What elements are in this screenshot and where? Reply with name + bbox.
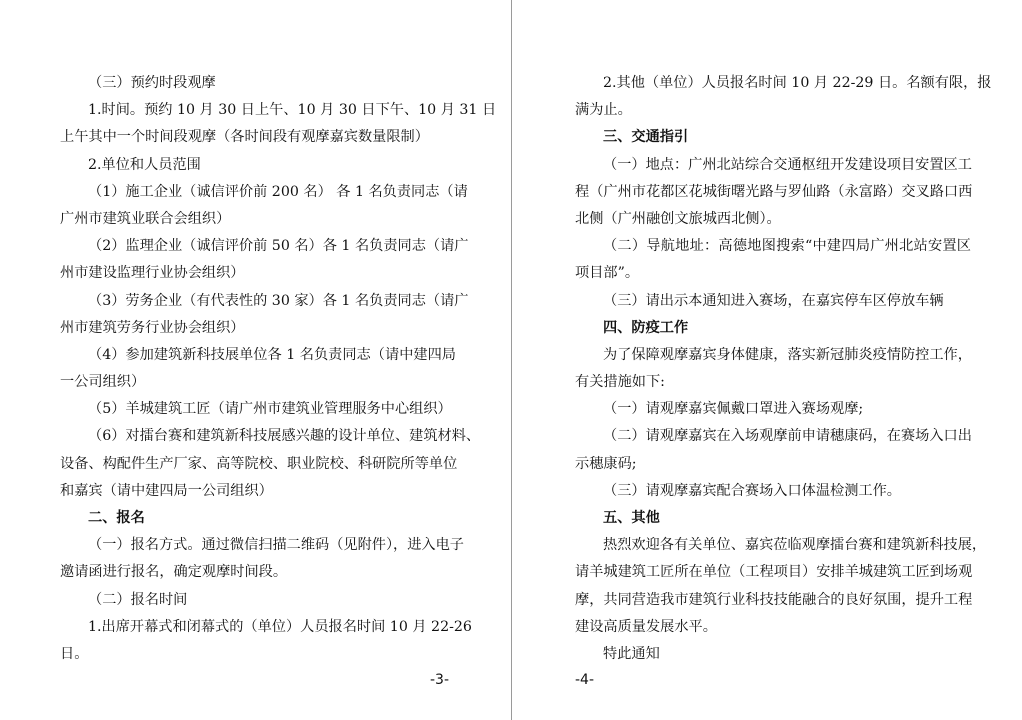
text-line: 满为止。: [575, 102, 632, 119]
page-number: -3-: [430, 672, 450, 688]
text-line: （3）劳务企业（有代表性的 30 家）各 1 名负责同志（请广: [88, 292, 469, 309]
text-line: 州市建设监理行业协会组织）: [60, 265, 245, 282]
text-line: 有关措施如下:: [575, 374, 665, 391]
page-divider: [511, 0, 512, 720]
text-line: 邀请函进行报名，确定观摩时间段。: [60, 564, 288, 581]
text-line: （2）监理企业（诚信评价前 50 名）各 1 名负责同志（请广: [88, 238, 469, 255]
text-line: （二）导航地址：高德地图搜索“中建四局广州北站安置区: [603, 238, 971, 255]
text-line: （一）报名方式。通过微信扫描二维码（见附件），进入电子: [88, 537, 464, 554]
text-line: 请羊城建筑工匠所在单位（工程项目）安排羊城建筑工匠到场观: [575, 564, 973, 581]
section-heading: 三、交通指引: [603, 129, 689, 146]
text-line: 州市建筑劳务行业协会组织）: [60, 319, 245, 336]
text-line: 2.其他（单位）人员报名时间 10 月 22-29 日。名额有限，报: [603, 75, 992, 91]
text-line: 1.出席开幕式和闭幕式的（单位）人员报名时间 10 月 22-26: [88, 618, 472, 635]
text-line: 和嘉宾（请中建四局一公司组织）: [60, 482, 273, 499]
page-4-body: [575, 70, 992, 668]
page-3: [60, 0, 497, 720]
text-line: 摩，共同营造我市建筑行业科技技能融合的良好氛围，提升工程: [575, 591, 973, 608]
section-heading: 五、其他: [603, 510, 660, 526]
text-line: （二）报名时间: [88, 591, 188, 608]
text-line: 日。: [60, 645, 89, 662]
page-3-body: [60, 70, 497, 668]
text-line: 为了保障观摩嘉宾身体健康，落实新冠肺炎疫情防控工作，: [603, 346, 972, 363]
text-line: 热烈欢迎各有关单位、嘉宾莅临观摩擂台赛和建筑新科技展，: [603, 537, 987, 554]
text-line: （二）请观摩嘉宾在入场观摩前申请穗康码，在赛场入口出: [603, 428, 972, 445]
text-line: （一）请观摩嘉宾佩戴口罩进入赛场观摩;: [603, 401, 864, 418]
text-line: 特此通知: [603, 645, 660, 662]
text-line: 程（广州市花都区花城街曙光路与罗仙路（永富路）交叉路口西: [575, 183, 973, 200]
section-heading: 二、报名: [88, 510, 145, 526]
text-line: 一公司组织）: [60, 374, 146, 391]
page-number: -4-: [575, 672, 595, 688]
text-line: 广州市建筑业联合会组织）: [60, 210, 231, 227]
text-line: （三）预约时段观摩: [88, 75, 216, 91]
text-line: 上午其中一个时间段观摩（各时间段有观摩嘉宾数量限制）: [60, 129, 429, 146]
section-heading: 四、防疫工作: [603, 319, 689, 336]
text-line: 北侧（广州融创文旅城西北侧）。: [575, 210, 781, 227]
text-line: 示穗康码;: [575, 455, 637, 472]
text-line: 设备、构配件生产厂家、高等院校、职业院校、科研院所等单位: [60, 455, 458, 472]
text-line: 1.时间。预约 10 月 30 日上午、10 月 30 日下午、10 月 31 日: [88, 102, 497, 119]
text-line: （三）请出示本通知进入赛场，在嘉宾停车区停放车辆: [603, 292, 944, 309]
text-line: （三）请观摩嘉宾配合赛场入口体温检测工作。: [603, 482, 901, 499]
page-4: [575, 0, 992, 720]
text-line: （5）羊城建筑工匠（请广州市建筑业管理服务中心组织）: [88, 401, 452, 418]
text-line: （6）对擂台赛和建筑新科技展感兴趣的设计单位、建筑材料、: [88, 428, 481, 445]
text-line: 项目部”。: [575, 265, 640, 282]
text-line: （一）地点：广州北站综合交通枢纽开发建设项目安置区工: [603, 156, 972, 173]
text-line: （4）参加建筑新科技展单位各 1 名负责同志（请中建四局: [88, 346, 456, 363]
text-line: 2.单位和人员范围: [88, 156, 201, 173]
text-line: （1）施工企业（诚信评价前 200 名） 各 1 名负责同志（请: [88, 183, 468, 200]
text-line: 建设高质量发展水平。: [575, 618, 717, 635]
